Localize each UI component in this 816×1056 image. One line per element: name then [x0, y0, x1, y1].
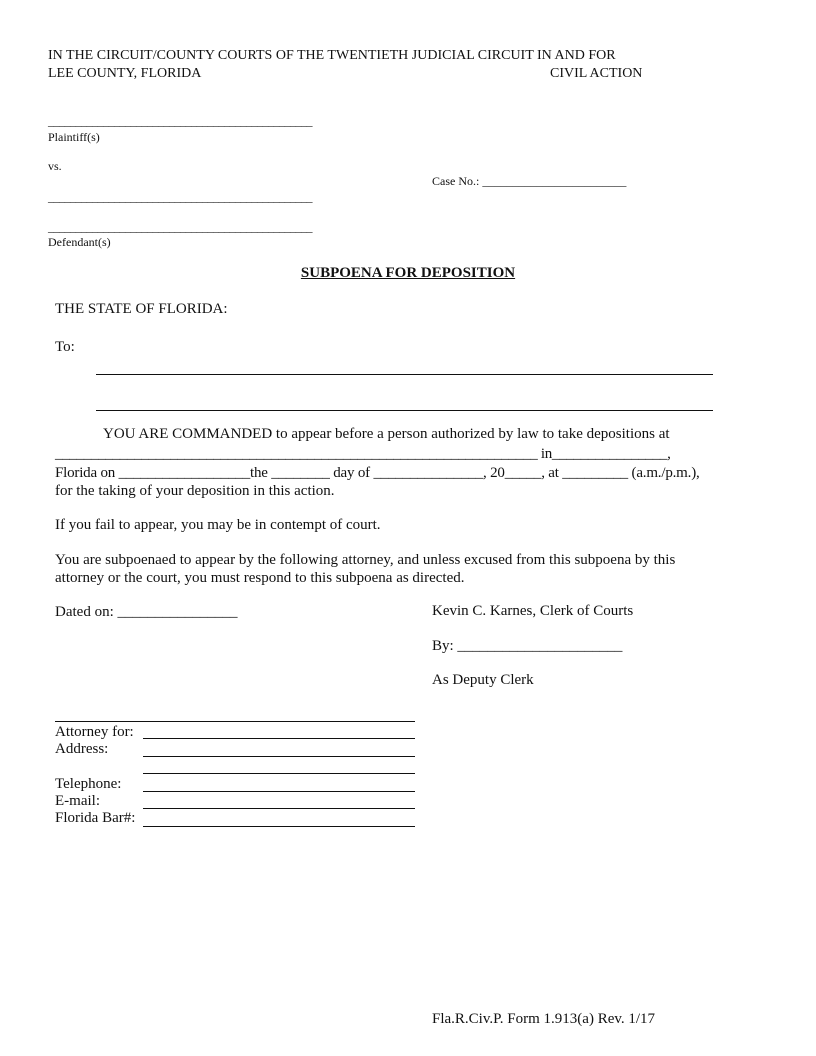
attorney-notice-line-1: You are subpoenaed to appear by the following attorney, and unless excused from this subpoena by this [55, 552, 676, 568]
defendant-label: Defendant(s) [48, 235, 111, 249]
court-header-line1: IN THE CIRCUIT/COUNTY COURTS OF THE TWENTIETH JUDICIAL CIRCUIT IN AND FOR [48, 48, 616, 63]
state-of-florida-label: THE STATE OF FLORIDA: [55, 301, 228, 317]
attorney-signature-line[interactable] [55, 721, 415, 722]
address-line-1[interactable] [143, 756, 415, 757]
document-title: SUBPOENA FOR DEPOSITION [300, 265, 516, 281]
recipient-line-2[interactable] [96, 410, 713, 411]
defendant-line-1[interactable]: ________________________________________________ [48, 190, 312, 204]
court-header-county: LEE COUNTY, FLORIDA [48, 66, 202, 81]
clerk-name: Kevin C. Karnes, Clerk of Courts [432, 603, 634, 619]
attorney-for-label: Attorney for: [55, 724, 134, 740]
contempt-warning: If you fail to appear, you may be in contempt of court. [55, 517, 381, 533]
case-number-field[interactable]: Case No.: ________________________ [432, 174, 627, 188]
attorney-for-line[interactable] [143, 738, 415, 739]
court-header-civil-action: CIVIL ACTION [550, 66, 643, 81]
to-label: To: [55, 339, 75, 355]
command-line-1: YOU ARE COMMANDED to appear before a person authorized by law to take depositions at [103, 426, 670, 442]
dated-on-field[interactable]: Dated on: ________________ [55, 604, 238, 620]
plaintiff-label: Plaintiff(s) [48, 130, 100, 144]
telephone-line[interactable] [143, 791, 415, 792]
clerk-by-signature-field[interactable]: By: ______________________ [432, 638, 623, 654]
command-line-2[interactable]: ___________________________________________________________________ in________________, [55, 446, 671, 462]
email-label: E-mail: [55, 793, 100, 809]
florida-bar-label: Florida Bar#: [55, 810, 136, 826]
address-label: Address: [55, 741, 109, 757]
deputy-clerk-label: As Deputy Clerk [432, 672, 534, 688]
command-line-4: for the taking of your deposition in this action. [55, 483, 335, 499]
form-number-footer: Fla.R.Civ.P. Form 1.913(a) Rev. 1/17 [432, 1011, 656, 1027]
address-line-2[interactable] [143, 773, 415, 774]
defendant-line-2[interactable]: ________________________________________________ [48, 220, 312, 234]
versus-label: vs. [48, 159, 62, 173]
command-line-3[interactable]: Florida on __________________the ________ day of _______________, 20_____, at _________ (a.m./p.m.), [55, 465, 700, 481]
florida-bar-line[interactable] [143, 826, 415, 827]
recipient-line-1[interactable] [96, 374, 713, 375]
telephone-label: Telephone: [55, 776, 122, 792]
attorney-notice-line-2: attorney or the court, you must respond to this subpoena as directed. [55, 570, 465, 586]
email-line[interactable] [143, 808, 415, 809]
plaintiff-line[interactable]: ________________________________________________ [48, 114, 312, 128]
